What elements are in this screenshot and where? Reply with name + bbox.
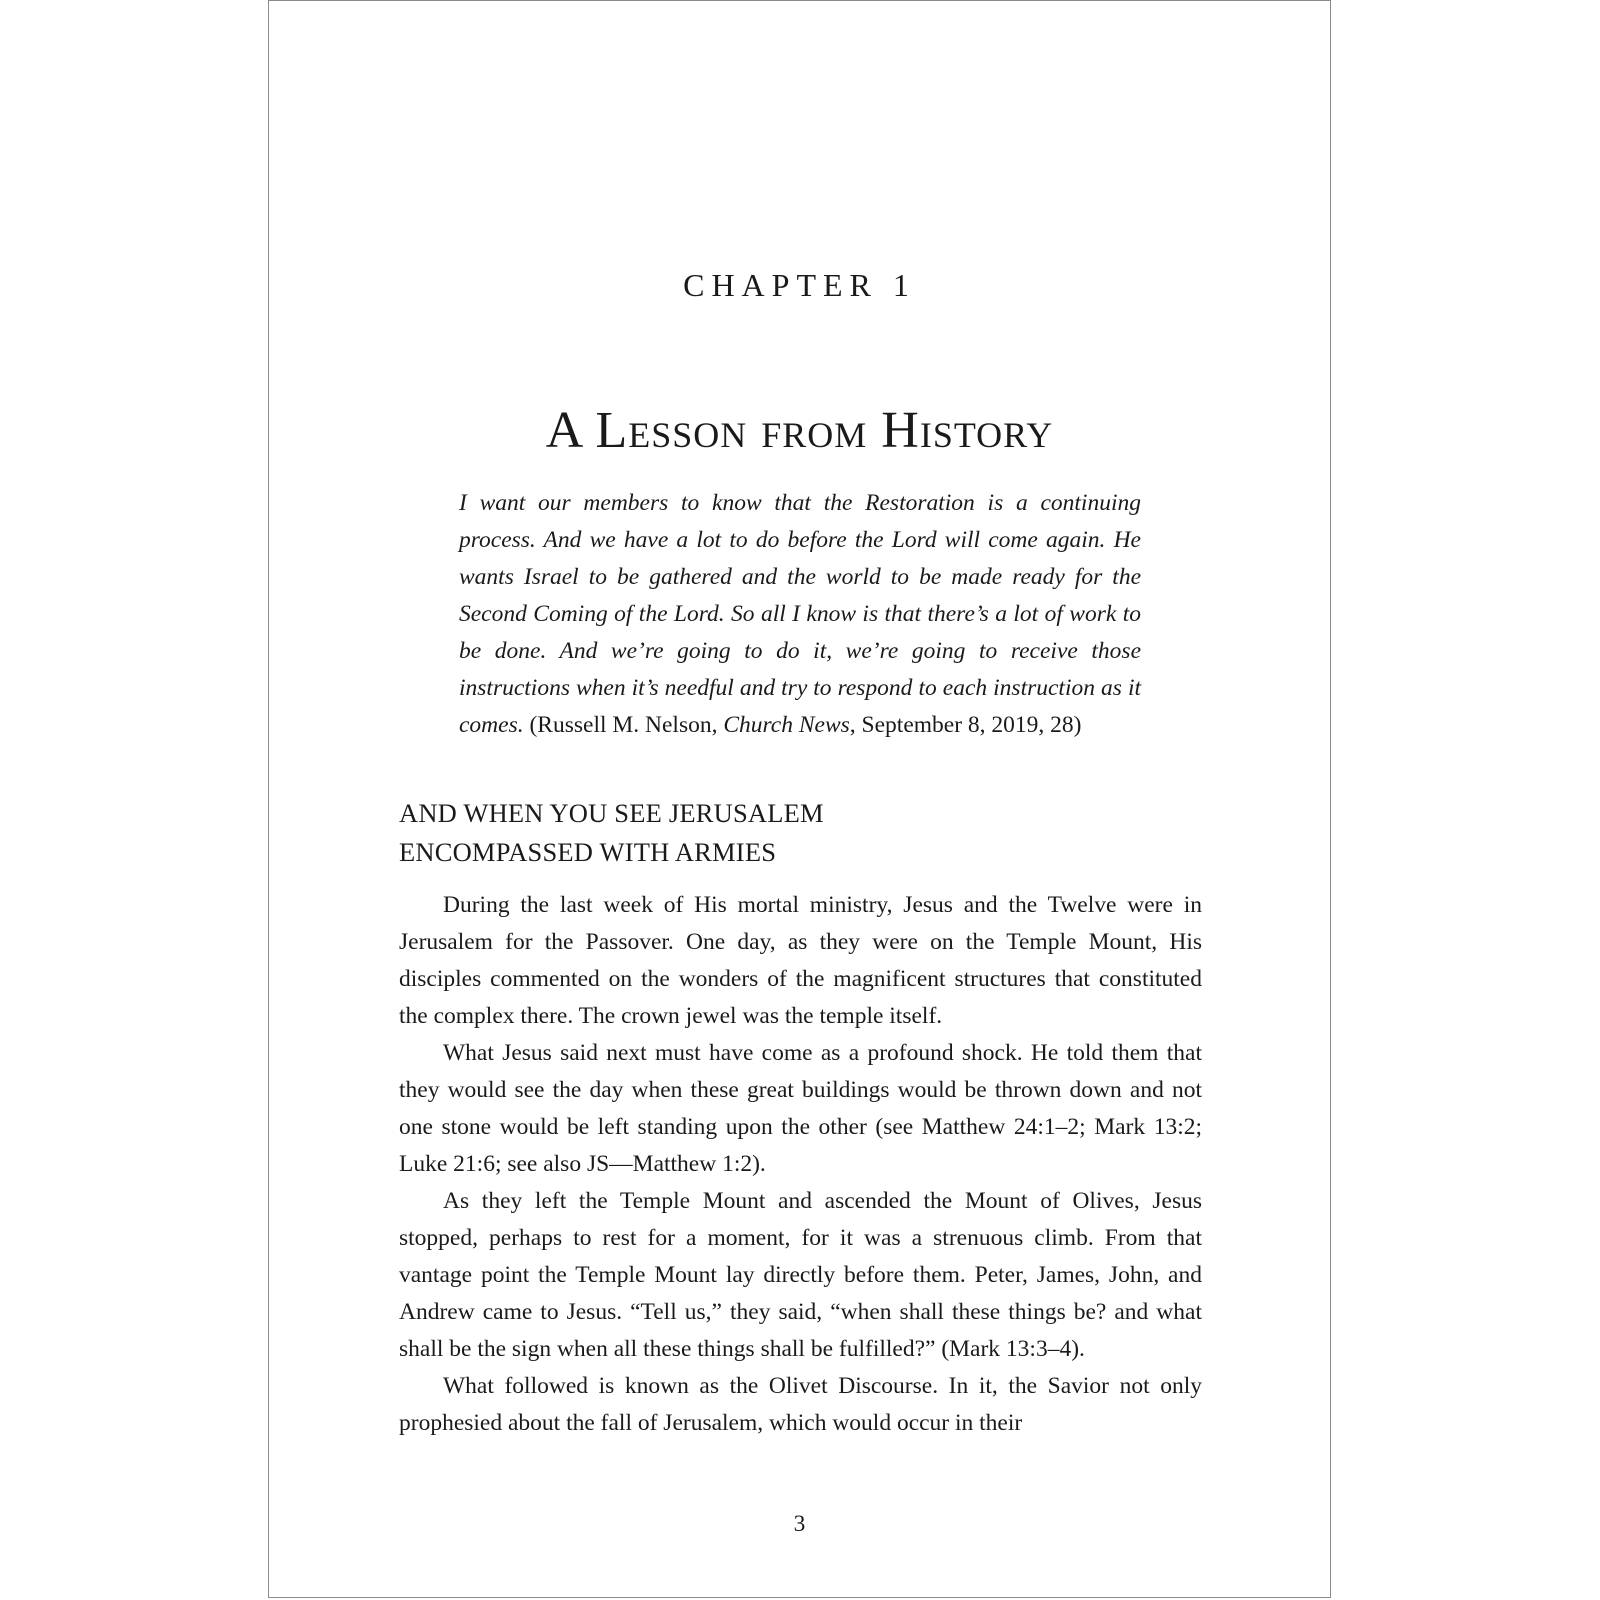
body-text	[399, 887, 1202, 1442]
section-heading-line-2: ENCOMPASSED WITH ARMIES	[399, 837, 777, 867]
epigraph-source-suffix: , September 8, 2019, 28)	[849, 712, 1082, 738]
body-paragraph: During the last week of His mortal ministry, Jesus and the Twelve were in Jerusalem for the Passover. One day, as they were on the Temple Mount, His disciples commented on the wonders of the magnificent structures that constituted the complex there. The crown jewel was the temple itself.	[399, 892, 1202, 1029]
epigraph-source-prefix: (Russell M. Nelson,	[529, 712, 724, 738]
epigraph-quote: I want our members to know that the Restoration is a continuing process. And we have a lot to do before the Lord will come again. He wants Israel to be gathered and the world to be made ready for the Second Coming of the Lord. So all I know is that there’s a lot of work to be done. And we’re going to do it, we’re going to receive those instructions when it’s needful and try to respond to each instruction as it comes.	[459, 490, 1141, 738]
epigraph	[459, 485, 1141, 744]
chapter-number: CHAPTER 1	[683, 267, 916, 303]
book-page	[268, 0, 1331, 1598]
body-paragraph: What followed is known as the Olivet Discourse. In it, the Savior not only prophesied about the fall of Jerusalem, which would occur in their	[399, 1373, 1202, 1436]
section-heading-line-1: AND WHEN YOU SEE JERUSALEM	[399, 798, 824, 828]
page-number: 3	[793, 1511, 806, 1537]
body-paragraph: As they left the Temple Mount and ascended the Mount of Olives, Jesus stopped, perhaps to rest for a moment, for it was a strenuous climb. From that vantage point the Temple Mount lay directly before them. Peter, James, John, and Andrew came to Jesus. “Tell us,” they said, “when shall these things be? and what shall be the sign when all these things shall be fulfilled?” (Mark 13:3–4).	[399, 1188, 1202, 1362]
chapter-title: A Lesson from History	[545, 402, 1054, 459]
epigraph-source-publication: Church News	[723, 712, 850, 738]
body-paragraph: What Jesus said next must have come as a profound shock. He told them that they would see the day when these great buildings would be thrown down and not one stone would be left standing upon the other (see Matthew 24:1–2; Mark 13:2; Luke 21:6; see also JS—Matthew 1:2).	[399, 1040, 1202, 1177]
section-heading	[399, 794, 1199, 872]
